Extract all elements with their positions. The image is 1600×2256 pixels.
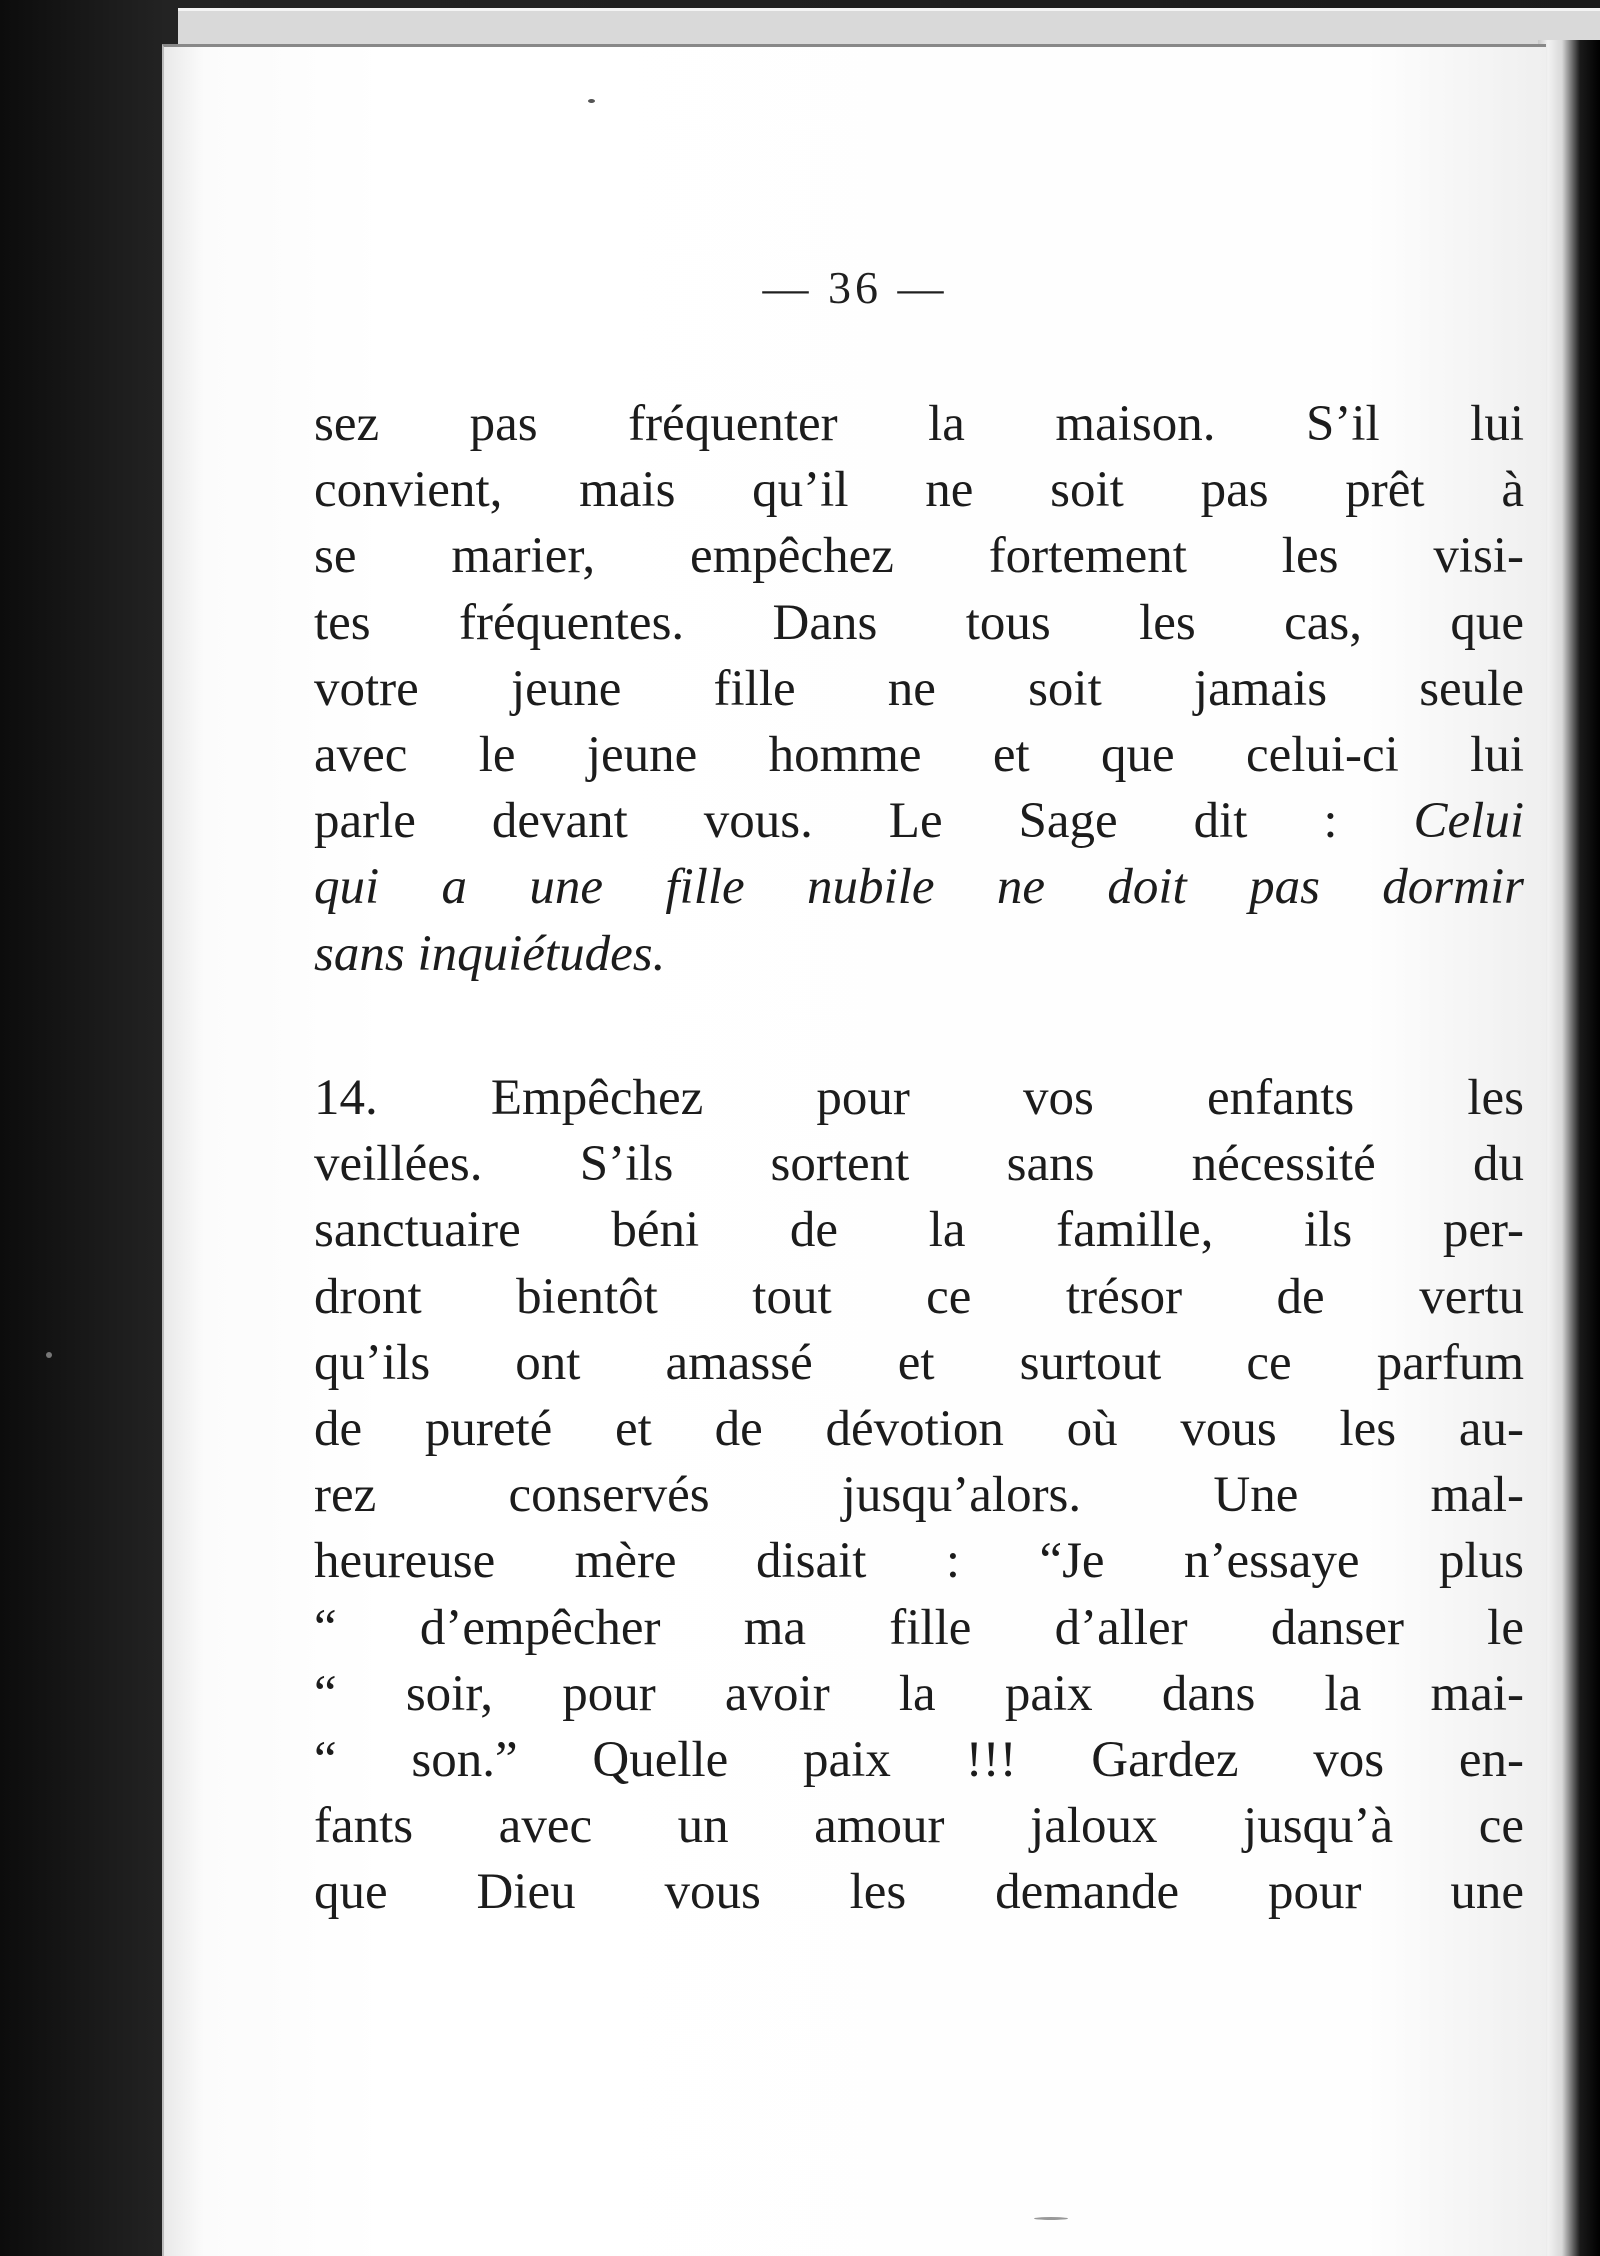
text-line: que Dieu vous les demande pour une (314, 1864, 1524, 1921)
text-line: se marier, empêchez fortement les visi- (314, 528, 1524, 585)
paragraph-continued (314, 391, 1524, 987)
quote-italic-start: Celui (1413, 793, 1524, 850)
text-line: rez conservés jusqu’alors. Une mal- (314, 1467, 1524, 1524)
text-line: 14. Empêchez pour vos enfants les (314, 1070, 1524, 1126)
text-line: votre jeune fille ne soit jamais seule (314, 660, 1524, 717)
text-line: heureuse mère disait : “Je n’essaye plus (314, 1533, 1524, 1590)
text-line-with-quote (314, 788, 1524, 854)
paragraph-14 (314, 1065, 1524, 1926)
paper-speck (1034, 2217, 1068, 2220)
paper-speck (588, 99, 595, 103)
text-line: “ d’empêcher ma fille d’aller danser le (314, 1599, 1524, 1656)
text-line: qu’ils ont amassé et surtout ce parfum (314, 1334, 1524, 1391)
quote-italic-end: sans inquiétudes. (314, 925, 666, 982)
text-line: sanctuaire béni de la famille, ils per- (314, 1202, 1524, 1259)
scan-speck (46, 1352, 52, 1358)
text-line: de pureté et de dévotion où vous les au- (314, 1401, 1524, 1458)
text-line: veillées. S’ils sortent sans nécessité du (314, 1136, 1524, 1193)
text-line: convient, mais qu’il ne soit pas prêt à (314, 462, 1524, 519)
text-line: sez pas fréquenter la maison. S’il lui (314, 396, 1524, 452)
page-stack-right-edge (1538, 40, 1600, 2256)
text-line: avec le jeune homme et que celui-ci lui (314, 727, 1524, 784)
quote-lead-text: parle devant vous. Le Sage dit : (314, 793, 1414, 850)
page-number: — 36 — (762, 262, 948, 313)
text-line: tes fréquentes. Dans tous les cas, que (314, 594, 1524, 651)
quote-italic-line: qui a une fille nubile ne doit pas dormir (314, 859, 1524, 916)
text-line: “ soir, pour avoir la paix dans la mai- (314, 1665, 1524, 1722)
text-line: fants avec un amour jaloux jusqu’à ce (314, 1798, 1524, 1855)
text-line: dront bientôt tout ce trésor de vertu (314, 1268, 1524, 1325)
text-line: “ son.” Quelle paix !!! Gardez vos en- (314, 1732, 1524, 1789)
book-page (162, 44, 1546, 2256)
